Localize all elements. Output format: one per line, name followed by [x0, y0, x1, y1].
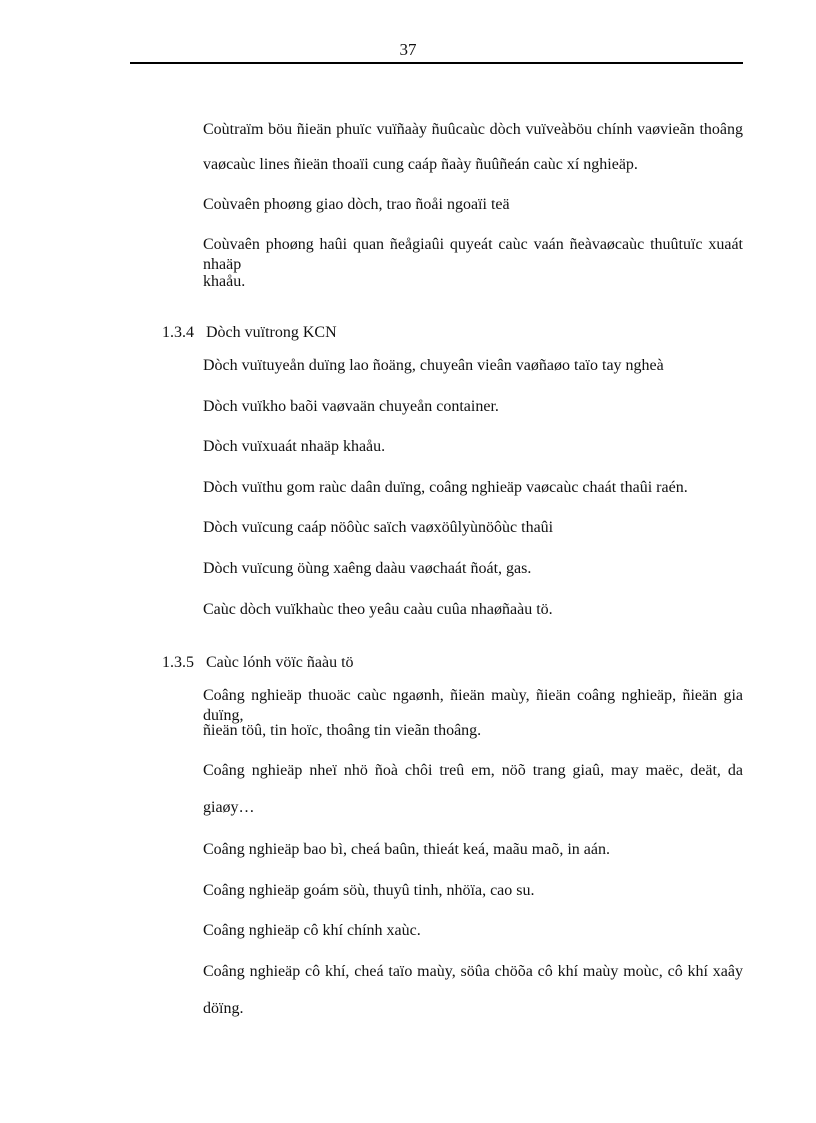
paragraph-line: Coâng nghieäp cô khí chính xaùc. — [203, 922, 421, 939]
paragraph-line: Caùc dòch vuïkhaùc theo yeâu caàu cuûa nhaøñaàu tö. — [203, 601, 553, 618]
paragraph-line: giaøy… — [203, 799, 255, 816]
paragraph-line: Coùvaên phoøng giao dòch, trao ñoåi ngoaïi teä — [203, 196, 510, 213]
paragraph-line: Coâng nghieäp thuoäc caùc ngaønh, ñieän maùy, ñieän coâng nghieäp, ñieän gia duïng, — [203, 687, 743, 724]
section-title: Caùc lónh vöïc ñaàu tö — [206, 654, 354, 671]
paragraph-line: Dòch vuïxuaát nhaäp khaåu. — [203, 438, 386, 455]
paragraph-line: Dòch vuïcung öùng xaêng daàu vaøchaát ñoát, gas. — [203, 560, 532, 577]
paragraph-line: Coùtraïm böu ñieän phuïc vuïñaày ñuûcaùc dòch vuïveàböu chính vaøvieãn thoâng — [203, 121, 743, 138]
paragraph-line: Dòch vuïcung caáp nöôùc saïch vaøxöûlyùnöôùc thaûi — [203, 519, 554, 536]
paragraph-line: Dòch vuïtuyeån duïng lao ñoäng, chuyeân vieân vaøñaøo taïo tay ngheà — [203, 357, 664, 374]
paragraph-line: Coâng nghieäp bao bì, cheá baûn, thieát keá, maãu maõ, in aán. — [203, 841, 610, 858]
section-heading — [162, 323, 337, 343]
paragraph-line: Coâng nghieäp nheï nhö ñoà chôi treû em, nöõ trang giaû, may maëc, deät, da — [203, 762, 743, 779]
paragraph-line: khaåu. — [203, 273, 246, 290]
paragraph-line: ñieän töû, tin hoïc, thoâng tin vieãn thoâng. — [203, 722, 482, 739]
paragraph-line: Coâng nghieäp cô khí, cheá taïo maùy, söûa chöõa cô khí maùy moùc, cô khí xaây — [203, 963, 743, 980]
paragraph-line: Dòch vuïkho baõi vaøvaän chuyeån container. — [203, 398, 499, 415]
section-title: Dòch vuïtrong KCN — [206, 324, 337, 341]
paragraph-line: döïng. — [203, 1000, 244, 1017]
paragraph-line: Dòch vuïthu gom raùc daân duïng, coâng nghieäp vaøcaùc chaát thaûi raén. — [203, 479, 688, 496]
paragraph-line: Coùvaên phoøng haûi quan ñeågiaûi quyeát caùc vaán ñeàvaøcaùc thuûtuïc xuaát nhaäp — [203, 236, 743, 273]
section-heading — [162, 653, 354, 673]
section-number: 1.3.5 — [162, 654, 194, 671]
section-number: 1.3.4 — [162, 324, 194, 341]
paragraph-line: vaøcaùc lines ñieän thoaïi cung caáp ñaày ñuûñeán caùc xí nghieäp. — [203, 156, 638, 173]
paragraph-line: Coâng nghieäp goám söù, thuyû tinh, nhöïa, cao su. — [203, 882, 535, 899]
page-number: 37 — [399, 40, 417, 59]
